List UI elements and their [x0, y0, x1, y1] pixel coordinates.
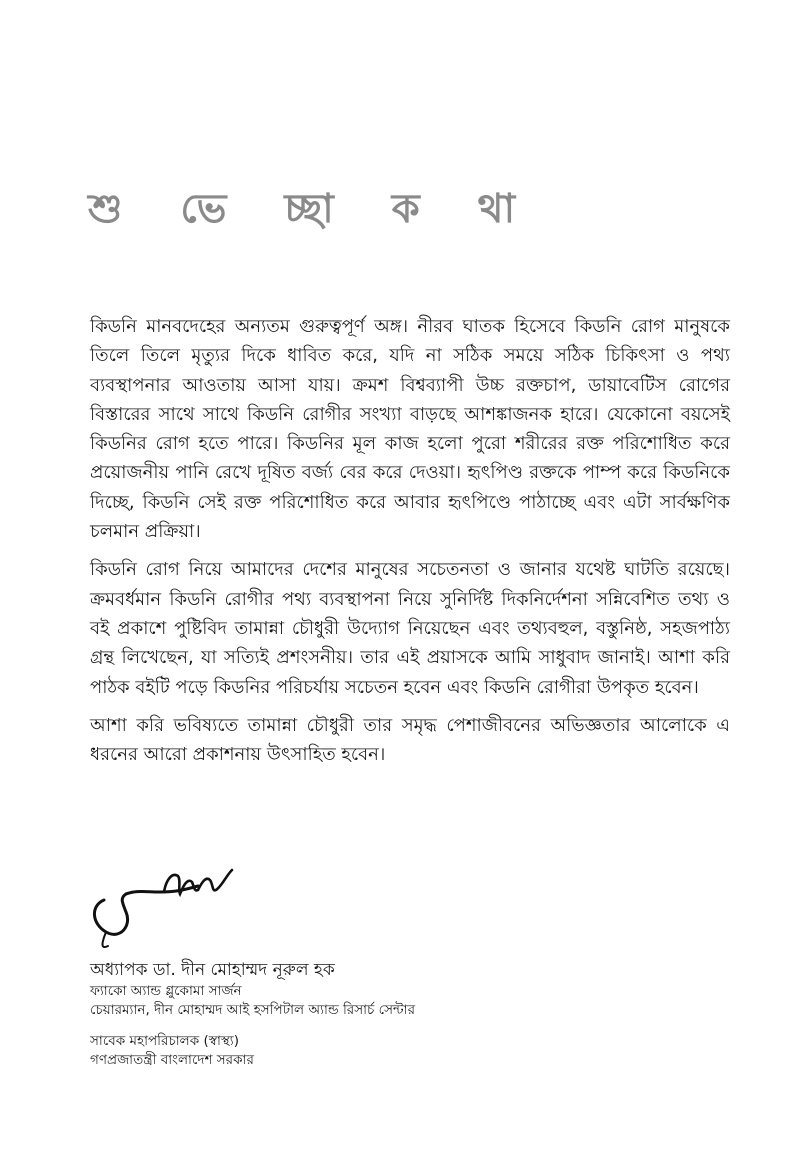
page-title: শু ভে চ্ছা ক থা — [88, 185, 538, 232]
paragraph-1: কিডনি মানবদেহের অন্যতম গুরুত্বপূর্ণ অঙ্গ। নীরব ঘাতক হিসেবে কিডনি রোগ মানুষকে তিলে তিলে মৃত্যুর দিকে ধাবিত করে, যদি না সঠিক সময়ে সঠিক চিকিৎসা ও পথ্য ব্যবস্থাপনার আওতায় আসা যায়। ক্রমশ বিশ্বব্যাপী উচ্চ রক্তচাপ, ডায়াবেটিস রোগের বিস্তারের সাথে সাথে কিডনি রোগীর সংখ্যা বাড়ছে আশঙ্কাজনক হারে। যেকোনো বয়সেই কিডনির রোগ হতে পারে। কিডনির মূল কাজ হলো পুরো শরীরের রক্ত পরিশোধিত করে প্রয়োজনীয় পানি রেখে দূষিত বর্জ্য বের করে দেওয়া। হৃৎপিণ্ড রক্তকে পাম্প করে কিডনিকে দিচ্ছে, কিডনি সেই রক্ত পরিশোধিত করে আবার হৃৎপিণ্ডে পাঠাচ্ছে এবং এটা সার্বক্ষণিক চলমান প্রক্রিয়া। — [90, 316, 730, 543]
body-text — [90, 312, 730, 778]
signatory-former-post: সাবেক মহাপরিচালক (স্বাস্থ্য) — [90, 1033, 239, 1049]
signatory-designation-1: ফ্যাকো অ্যান্ড গ্লুকোমা সার্জন — [90, 983, 242, 999]
signatory-government: গণপ্রজাতন্ত্রী বাংলাদেশ সরকার — [90, 1052, 254, 1068]
signatory-designation-2: চেয়ারম্যান, দীন মোহাম্মদ আই হসপিটাল অ্যান্ড রিসার্চ সেন্টার — [90, 1002, 415, 1018]
paragraph-2: কিডনি রোগ নিয়ে আমাদের দেশের মানুষের সচেতনতা ও জানার যথেষ্ট ঘাটতি রয়েছে। ক্রমবর্ধমান কিডনি রোগীর পথ্য ব্যবস্থাপনা নিয়ে সুনির্দিষ্ট দিকনির্দেশনা সন্নিবেশিত তথ্য ও বই প্রকাশে পুষ্টিবিদ তামান্না চৌধুরী উদ্যোগ নিয়েছেন এবং তথ্যবহুল, বস্তুনিষ্ঠ, সহজপাঠ্য গ্রন্থ লিখেছেন, যা সত্যিই প্রশংসনীয়। তার এই প্রয়াসকে আমি সাধুবাদ জানাই। আশা করি পাঠক বইটি পড়ে কিডনির পরিচর্যায় সচেতন হবেন এবং কিডনি রোগীরা উপকৃত হবেন। — [90, 559, 730, 698]
signatory-name: অধ্যাপক ডা. দীন মোহাম্মদ নূরুল হক — [90, 960, 335, 980]
handwritten-signature — [86, 862, 246, 954]
signatory-block — [90, 958, 690, 1070]
paragraph-3: আশা করি ভবিষ্যতে তামান্না চৌধুরী তার সমৃদ্ধ পেশাজীবনের অভিজ্ঞতার আলোকে এ ধরনের আরো প্রকাশনায় উৎসাহিত হবেন। — [90, 714, 730, 766]
